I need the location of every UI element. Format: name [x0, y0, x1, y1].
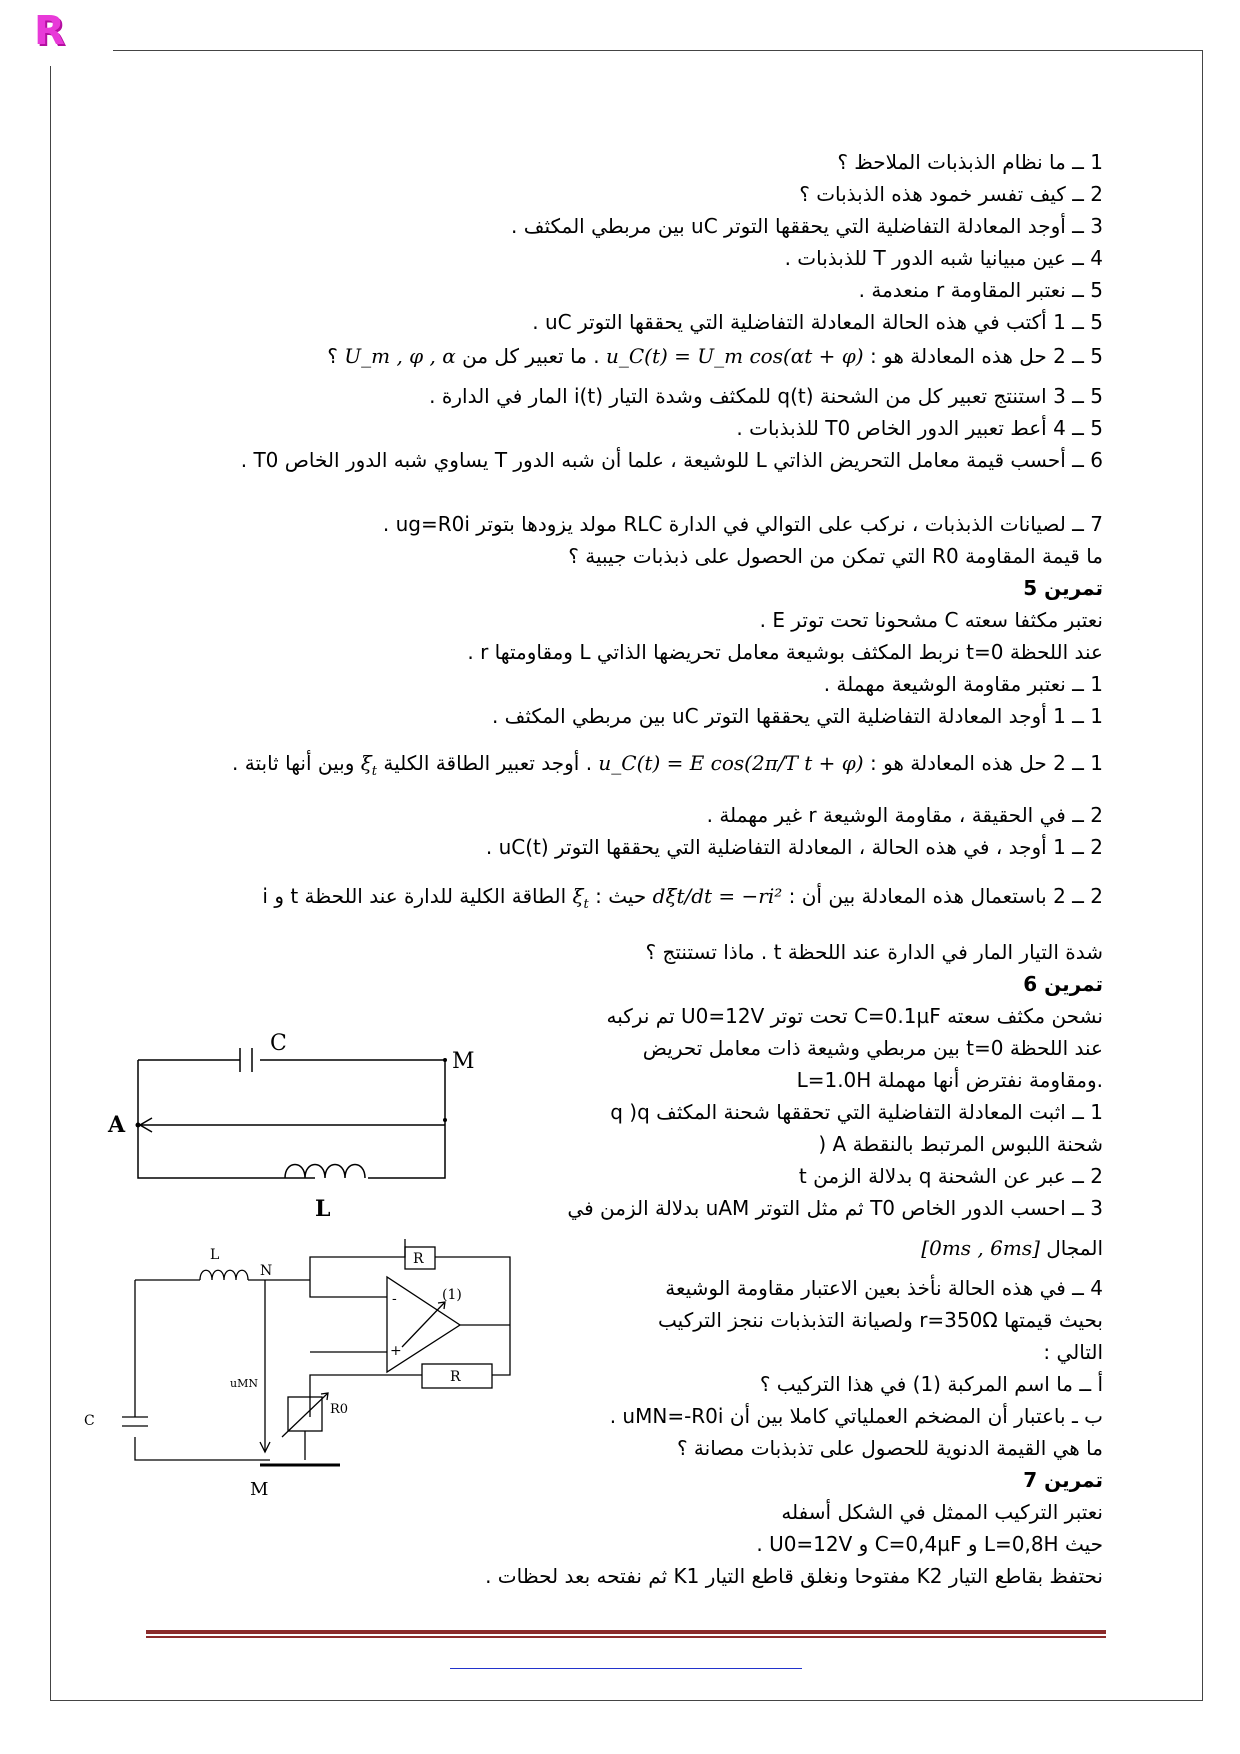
ex6-q3-interval: [0ms , 6ms]: [921, 1236, 1040, 1260]
question-1: 1 ــ ما نظام الذبذبات الملاحظ ؟: [837, 150, 1103, 174]
ex6-question-4: 4 ــ في هذه الحالة نأخذ بعين الاعتبار مقاومة الوشيعة: [665, 1276, 1103, 1300]
ex5-line-1: نعتبر مكثفا سعته C مشحونا تحت توتر E .: [759, 608, 1103, 632]
ex5-q1-2-prefix: 1 ــ 2 حل هذه المعادلة هو :: [869, 751, 1103, 775]
resistor-bottom-label: R: [450, 1369, 461, 1385]
ex7-line-1: نعتبر التركيب الممثل في الشكل أسفله: [781, 1500, 1103, 1524]
ex6-question-4c: التالي :: [1043, 1340, 1103, 1364]
maintained-oscillation-circuit: [80, 1237, 520, 1507]
resistor-top-label: R: [413, 1251, 424, 1267]
ex6-question-3b: [921, 1233, 1103, 1263]
ex6-question-3: 3 ــ احسب الدور الخاص T0 ثم مثل التوتر uAM بدلالة الزمن في: [567, 1196, 1103, 1220]
ex5-q1-2-equation: u_C(t) = E cos(2π/T t + φ): [598, 751, 864, 775]
ex5-question-1-1: 1 ــ 1 أوجد المعادلة التفاضلية التي يحققها التوتر uC بين مربطي المكثف .: [491, 704, 1103, 728]
frame-right-line: [1202, 50, 1203, 1700]
ex6-q3-interval-label: المجال: [1046, 1236, 1103, 1260]
ex6-question-4b: بحيث قيمتها r=350Ω ولصيانة التذبذبات ننجز التركيب: [658, 1308, 1103, 1332]
frame-left-line: [50, 66, 51, 1700]
exercise-5-title: تمرين 5: [1023, 576, 1103, 600]
opamp-plus: +: [390, 1343, 402, 1359]
ex5-line-2: عند اللحظة t=0 نربط المكثف بوشيعة معامل تحريضها الذاتي L ومقاومتها r .: [467, 640, 1103, 664]
ex6-question-2: 2 ــ عبر عن الشحنة q بدلالة الزمن t: [798, 1164, 1103, 1188]
question-5: 5 ــ نعتبر المقاومة r منعدمة .: [858, 278, 1103, 302]
q5-2-prefix: 5 ــ 2 حل هذه المعادلة هو :: [869, 344, 1103, 368]
question-5-4: 5 ــ 4 أعط تعبير الدور الخاص T0 للذبذبات .: [736, 416, 1103, 440]
point-m-label-2: M: [250, 1479, 269, 1500]
ex5-q2-2-where: حيث :: [595, 884, 647, 908]
ex5-question-1-2: [232, 748, 1103, 787]
question-7: 7 ــ لصيانات الذبذبات ، نركب على التوالي في الدارة RLC مولد يزودها بتوتر ug=R0i .: [382, 512, 1103, 536]
lc-circuit-diagram: [100, 1020, 480, 1230]
ex5-question-2-2: [262, 881, 1103, 920]
point-a-label: A: [108, 1112, 126, 1138]
ex5-question-2: 2 ــ في الحقيقة ، مقاومة الوشيعة r غير مهملة .: [706, 803, 1103, 827]
r0-label: R0: [330, 1402, 349, 1417]
question-4: 4 ــ عين مبيانيا شبه الدور T للذبذبات .: [784, 246, 1103, 270]
question-5-1: 5 ــ 1 أكتب في هذه الحالة المعادلة التفاضلية التي يحققها التوتر uC .: [532, 310, 1103, 334]
xi-symbol-2: $\xi_t$: [572, 884, 589, 912]
q5-2-mid: . ما تعبير كل من: [462, 344, 600, 368]
question-5-3: 5 ــ 3 استنتج تعبير كل من الشحنة q(t) للمكثف وشدة التيار i(t) المار في الدارة .: [429, 384, 1103, 408]
point-m-label: M: [452, 1049, 475, 1074]
ex5-q2-2-end: الطاقة الكلية للدارة عند اللحظة t و i: [262, 884, 567, 908]
ex6-line-3: L=1.0H ومقاومة نفترض أنها مهملة.: [796, 1068, 1103, 1092]
ex6-question-1: 1 ــ اثبت المعادلة التفاضلية التي تحققها شحنة المكثف q )q: [610, 1100, 1103, 1124]
ex7-line-3: نحتفظ بقاطع التيار K2 مفتوحا ونغلق قاطع التيار K1 ثم نفتحه بعد لحظات .: [485, 1564, 1103, 1588]
footer-link-underline[interactable]: [450, 1668, 802, 1669]
question-2: 2 ــ كيف تفسر خمود هذه الذبذبات ؟: [799, 182, 1103, 206]
question-7b: ما قيمة المقاومة R0 التي تمكن من الحصول على ذبذبات جيبية ؟: [568, 544, 1103, 568]
component-1-label: (1): [442, 1287, 462, 1303]
frame-top-line: [113, 50, 1203, 51]
ex6-question-a: أ ــ ما اسم المركبة (1) في هذا التركيب ؟: [759, 1372, 1103, 1396]
question-3: 3 ــ أوجد المعادلة التفاضلية التي يحققها التوتر uC بين مربطي المكثف .: [511, 214, 1103, 238]
ex6-question-c: ما هي القيمة الدنوية للحصول على تذبذبات مصانة ؟: [676, 1436, 1103, 1460]
q5-2-end: ؟: [327, 344, 338, 368]
footer-rule-thick: [146, 1630, 1106, 1634]
ex5-q1-2-end: وبين أنها ثابتة .: [232, 751, 355, 775]
frame-bottom-line: [50, 1700, 1203, 1701]
ex7-line-2: حيث L=0,8H و C=0,4µF و U0=12V .: [756, 1532, 1103, 1556]
q5-2-equation: u_C(t) = U_m cos(αt + φ): [606, 344, 864, 368]
ex6-question-1b: شحنة اللبوس المرتبط بالنقطة A (: [818, 1132, 1103, 1156]
ex6-line-1: نشحن مكثف سعته C=0.1µF تحت توتر U0=12V تم نركبه: [606, 1004, 1103, 1028]
xi-symbol: $\xi_t$: [360, 751, 377, 779]
ex5-question-2-2-cont: شدة التيار المار في الدارة عند اللحظة t . ماذا تستنتج ؟: [645, 940, 1103, 964]
footer-rule-thin: [146, 1636, 1106, 1638]
inductor-label: L: [315, 1196, 331, 1222]
logo: R: [34, 8, 65, 54]
exercise-6-title: تمرين 6: [1023, 972, 1103, 996]
capacitor-label: C: [270, 1031, 287, 1056]
ex5-q2-2-prefix: 2 ــ 2 باستعمال هذه المعادلة بين أن :: [788, 884, 1103, 908]
inductor-label-2: L: [210, 1247, 220, 1263]
ex5-q2-2-equation: dξt/dt = −ri²: [652, 884, 783, 908]
umn-label: uMN: [230, 1377, 258, 1390]
point-n-label: N: [260, 1263, 273, 1279]
exercise-7-title: تمرين 7: [1023, 1468, 1103, 1492]
ex5-question-2-1: 2 ــ 1 أوجد ، في هذه الحالة ، المعادلة التفاضلية التي يحققها التوتر uC(t) .: [485, 835, 1103, 859]
ex6-question-b: ب ـ باعتبار أن المضخم العملياتي كاملا بين أن uMN=-R0i .: [609, 1404, 1103, 1428]
question-6: 6 ــ أحسب قيمة معامل التحريض الذاتي L للوشيعة ، علما أن شبه الدور T يساوي شبه الدور الخاص T0 .: [240, 448, 1103, 472]
question-5-2: [327, 341, 1103, 371]
opamp-minus: -: [392, 1291, 397, 1307]
ex5-question-1: 1 ــ نعتبر مقاومة الوشيعة مهملة .: [823, 672, 1103, 696]
ex6-line-2: عند اللحظة t=0 بين مربطي وشيعة ذات معامل تحريض: [642, 1036, 1103, 1060]
ex5-q1-2-mid: . أوجد تعبير الطاقة الكلية: [383, 751, 593, 775]
q5-2-vars: U_m , φ , α: [344, 344, 456, 368]
capacitor-label-2: C: [84, 1413, 95, 1429]
